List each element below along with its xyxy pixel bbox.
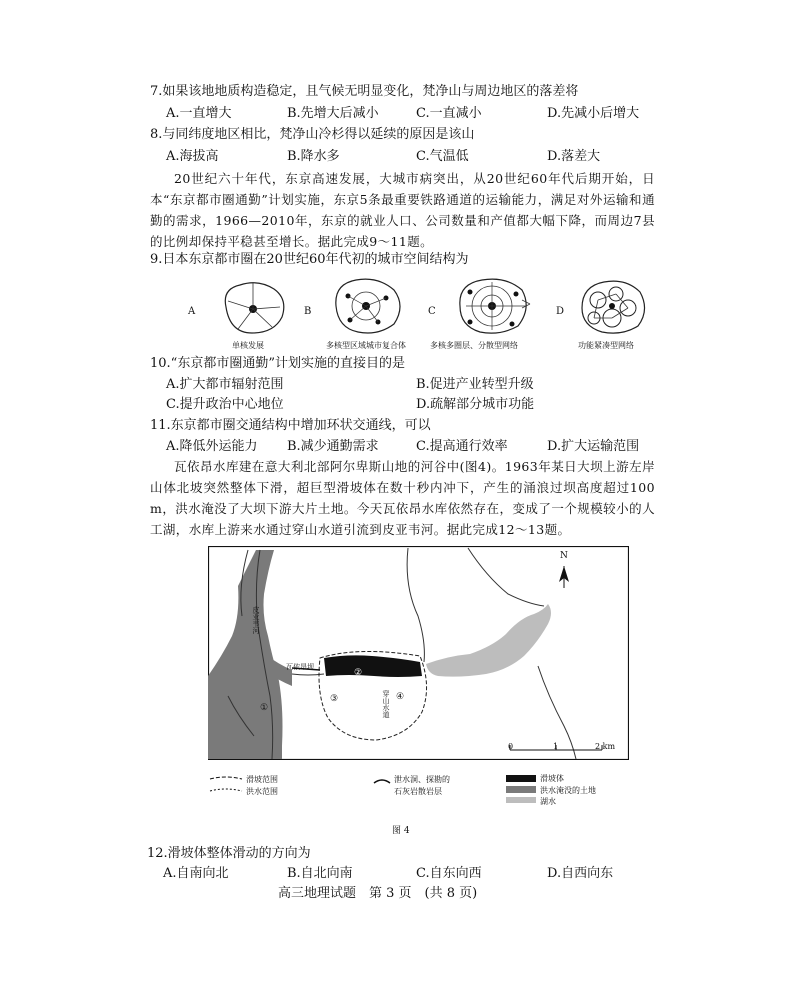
q10-stem: 10.“东京都市圈通勤”计划实施的直接目的是 (150, 356, 405, 371)
map-river-label: 皮亚韦河 (252, 606, 260, 634)
q8-option-a: A.海拔高 (166, 149, 219, 164)
page-footer: 高三地理试题 第 3 页 (共 8 页) (278, 886, 478, 901)
passage-vajont: 瓦依昂水库建在意大利北部阿尔卑斯山地的河谷中(图4)。1963年某日大坝上游左岸山体北坡突然整体下滑，超巨型滑坡体在数十秒内冲下，产生的涌浪过坝高度超过100 m，洪水淹没了大坝下游大片土地。今天瓦依昂水库依然存在，变成了一个规模较小的人工湖，水库上游来水通过穿山水道引流到皮亚韦河。据此完成12～13题。 (150, 459, 655, 537)
q12-option-a: A.自南向北 (163, 866, 229, 881)
q8-option-d: D.落差大 (547, 149, 601, 164)
q11-option-b: B.减少通勤需求 (287, 439, 379, 454)
q10-option-b: B.促进产业转型升级 (416, 377, 534, 392)
q8-stem: 8.与同纬度地区相比，梵净山冷杉得以延续的原因是该山 (150, 127, 475, 142)
q9-diagram-d (572, 274, 652, 340)
q9-stem: 9.日本东京都市圈在20世纪60年代初的城市空间结构为 (150, 252, 469, 267)
q9-letter-c: C (428, 306, 436, 317)
map-north-label: N (560, 551, 568, 561)
q9-diagram-c (446, 274, 536, 340)
q9-diagram-a (208, 277, 294, 339)
figure4-map (208, 546, 629, 760)
legend-flood-range: 洪水范围 (246, 787, 278, 796)
q7-stem: 7.如果该地地质构造稳定，且气候无明显变化，梵净山与周边地区的落差将 (150, 84, 579, 99)
q10-option-a: A.扩大都市辐射范围 (166, 377, 284, 392)
legend-slide-range: 滑坡范围 (246, 775, 278, 784)
q11-option-c: C.提高通行效率 (416, 439, 508, 454)
q12-option-b: B.自北向南 (287, 866, 353, 881)
legend-slide-body: 滑坡体 (540, 774, 564, 783)
map-tunnel-label: 穿山水道 (382, 690, 390, 718)
map-scale-1: 1 (553, 742, 559, 751)
map-scale-2: 2 km (595, 742, 616, 751)
q11-stem: 11.东京都市圈交通结构中增加环状交通线，可以 (150, 418, 431, 433)
figure4-caption: 图 4 (392, 826, 410, 836)
q12-option-d: D.自西向东 (547, 866, 614, 881)
q11-option-a: A.降低外运能力 (166, 439, 258, 454)
passage-tokyo: 20世纪六十年代，东京高速发展，大城市病突出，从20世纪60年代后期开始，日本“东京都市圈通勤”计划实施，东京5条最重要铁路通道的运输能力，满足对外运输和通勤的需求，1966—2010年，东京的就业人口、公司数量和产值都大幅下降，而周边7县的比例却保持平稳甚至增长。据此完成9～11题。 (150, 171, 655, 249)
q11-option-d: D.扩大运输范围 (547, 439, 640, 454)
q9-caption-b-text: 多核型区域城市复合体 (326, 341, 406, 350)
q8-option-c: C.气温低 (416, 149, 469, 164)
map-scale-0: 0 (508, 742, 514, 751)
map-marker-2: ② (354, 668, 363, 678)
q9-caption-c: 多核多圈层、分散型网络 (430, 341, 518, 350)
legend-limestone: 石灰岩散岩层 (394, 787, 442, 796)
q9-caption-d: 功能紧凑型网络 (578, 341, 634, 350)
q9-diagram-b (322, 274, 408, 340)
q7-option-a: A.一直增大 (166, 106, 232, 121)
map-dam-label: 瓦依昂坝 (286, 663, 314, 671)
q8-option-b: B.降水多 (287, 149, 340, 164)
legend-lake: 湖水 (540, 797, 556, 806)
q7-option-c: C.一直减小 (416, 106, 482, 121)
q12-option-c: C.自东向西 (416, 866, 482, 881)
q12-stem: 12.滑坡体整体滑动的方向为 (147, 846, 311, 861)
q10-option-d: D.疏解部分城市功能 (416, 397, 535, 412)
map-marker-4: ④ (396, 692, 405, 702)
map-marker-1: ① (260, 703, 269, 713)
legend-tunnel: 泄水洞、探勘的 (394, 775, 450, 784)
q7-option-b: B.先增大后减小 (287, 106, 379, 121)
q9-caption-a: 单核发展 (232, 341, 264, 350)
map-marker-3: ③ (330, 694, 339, 704)
q9-letter-a: A (188, 306, 196, 317)
q7-option-d: D.先减小后增大 (547, 106, 640, 121)
legend-flooded-land: 洪水淹没的土地 (540, 786, 596, 795)
q9-letter-b: B (304, 306, 312, 317)
q9-letter-d: D (556, 306, 565, 317)
q10-option-c: C.提升政治中心地位 (166, 397, 284, 412)
